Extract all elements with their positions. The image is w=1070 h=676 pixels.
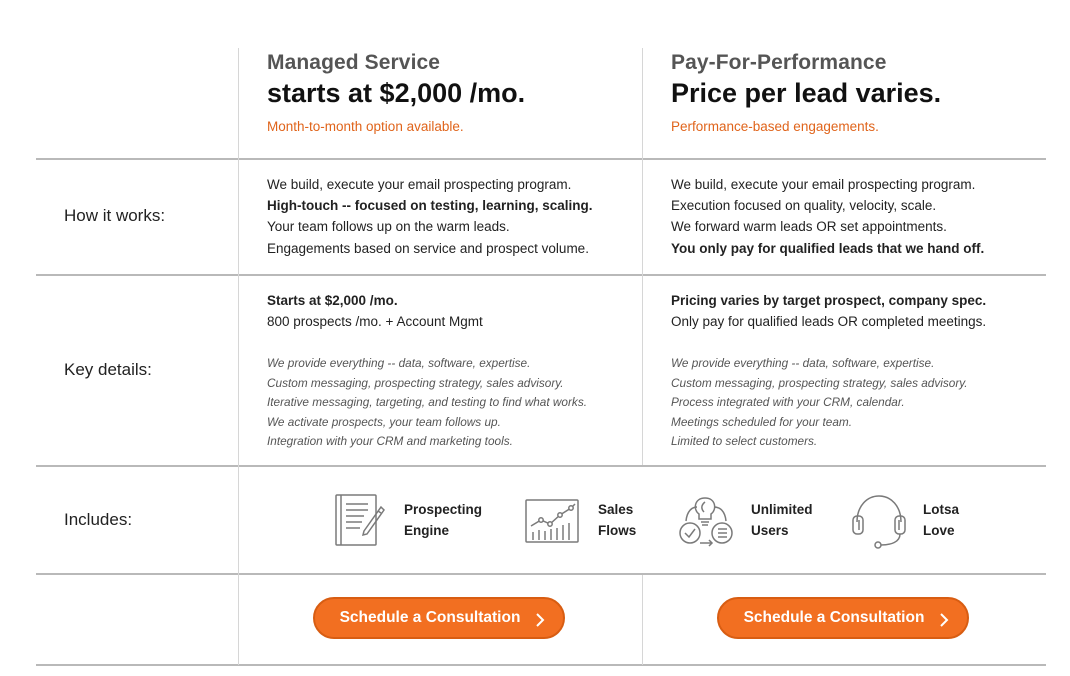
users-cycle-icon <box>676 493 736 549</box>
key-details-item: 800 prospects /mo. + Account Mgmt <box>267 314 483 330</box>
chevron-right-icon <box>939 612 949 628</box>
key-details-note: Limited to select customers. <box>671 434 818 448</box>
key-details-note: Custom messaging, prospecting strategy, sales advisory. <box>671 375 968 390</box>
plan-note: Performance-based engagements. <box>671 119 879 134</box>
column-divider-middle-bottom <box>642 575 643 665</box>
row-label-key-details: Key details: <box>64 360 152 379</box>
plan-name: Pay-For-Performance <box>671 51 887 74</box>
plan-name: Managed Service <box>267 51 441 74</box>
key-details-note: Meetings scheduled for your team. <box>671 414 852 429</box>
how-it-works-item: Your team follows up on the warm leads. <box>267 219 510 235</box>
headset-icon <box>851 492 907 550</box>
divider-how-it-works <box>36 274 1046 276</box>
key-details-note: Custom messaging, prospecting strategy, sales advisory. <box>267 375 564 390</box>
column-divider-left <box>238 48 239 665</box>
divider-includes <box>36 573 1046 575</box>
how-it-works-item: We build, execute your email prospecting program. <box>671 177 976 192</box>
row-label-how-it-works: How it works: <box>64 206 166 225</box>
key-details-notes <box>267 354 587 452</box>
how-it-works-item: We build, execute your email prospecting program. <box>267 177 572 192</box>
key-details-note: We activate prospects, your team follows up. <box>267 414 501 429</box>
schedule-consultation-button[interactable] <box>313 597 565 639</box>
chevron-right-icon <box>535 612 545 628</box>
line-chart-icon <box>524 498 580 544</box>
divider-key-details <box>36 465 1046 467</box>
divider-header <box>36 158 1046 160</box>
plan-price: Price per lead varies. <box>671 78 942 108</box>
key-details-note: We provide everything -- data, software, expertise. <box>671 356 935 370</box>
how-it-works-item: We forward warm leads OR set appointments. <box>671 219 947 235</box>
include-label-sales-flows: Sales Flows <box>598 502 637 538</box>
key-details-list <box>267 290 483 332</box>
button-label: Schedule a Consultation <box>743 609 925 626</box>
key-details-note: Integration with your CRM and marketing tools. <box>267 434 513 448</box>
key-details-item: Pricing varies by target prospect, company spec. <box>671 293 987 308</box>
key-details-note: Iterative messaging, targeting, and testing to find what works. <box>267 395 587 409</box>
key-details-notes <box>671 354 968 452</box>
how-it-works-item: High-touch -- focused on testing, learning, scaling. <box>267 198 593 214</box>
key-details-item: Only pay for qualified leads OR completed meetings. <box>671 314 987 330</box>
column-divider-middle-top <box>642 48 643 465</box>
how-it-works-item: You only pay for qualified leads that we hand off. <box>671 240 985 256</box>
key-details-note: We provide everything -- data, software, expertise. <box>267 356 531 370</box>
key-details-item: Starts at $2,000 /mo. <box>267 293 398 308</box>
key-details-note: Process integrated with your CRM, calendar. <box>671 395 905 409</box>
document-pen-icon <box>334 493 386 547</box>
include-label-unlimited-users: Unlimited Users <box>751 502 813 538</box>
how-it-works-item: Execution focused on quality, velocity, scale. <box>671 198 937 214</box>
row-label-includes: Includes: <box>64 510 133 529</box>
plan-price: starts at $2,000 /mo. <box>267 78 526 108</box>
how-it-works-item: Engagements based on service and prospect volume. <box>267 240 589 256</box>
plan-note: Month-to-month option available. <box>267 119 464 134</box>
how-it-works-list <box>671 174 984 259</box>
schedule-consultation-button[interactable] <box>717 597 969 639</box>
key-details-list <box>671 290 986 332</box>
include-label-prospecting-engine: Prospecting Engine <box>404 502 483 538</box>
divider-footer <box>36 664 1046 666</box>
include-label-lotsa-love: Lotsa Love <box>923 502 960 538</box>
button-label: Schedule a Consultation <box>339 609 521 626</box>
how-it-works-list <box>267 174 593 259</box>
